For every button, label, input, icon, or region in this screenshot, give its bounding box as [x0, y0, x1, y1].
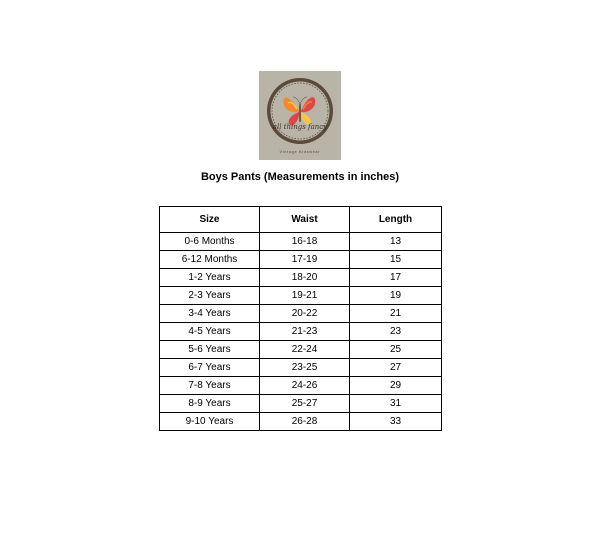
cell-length: 21 [350, 305, 442, 323]
table-row [160, 269, 442, 287]
cell-length: 17 [350, 269, 442, 287]
cell-waist: 24-26 [260, 377, 350, 395]
column-header-size: Size [160, 207, 260, 233]
cell-waist: 25-27 [260, 395, 350, 413]
column-header-waist: Waist [260, 207, 350, 233]
table-row [160, 305, 442, 323]
cell-waist: 16-18 [260, 233, 350, 251]
cell-waist: 22-24 [260, 341, 350, 359]
table-row [160, 413, 442, 431]
cell-size: 0-6 Months [160, 233, 260, 251]
cell-size: 3-4 Years [160, 305, 260, 323]
cell-size: 5-6 Years [160, 341, 260, 359]
cell-length: 23 [350, 323, 442, 341]
cell-size: 4-5 Years [160, 323, 260, 341]
cell-size: 6-7 Years [160, 359, 260, 377]
cell-length: 29 [350, 377, 442, 395]
cell-waist: 18-20 [260, 269, 350, 287]
cell-waist: 26-28 [260, 413, 350, 431]
table-header-row [160, 207, 442, 233]
cell-length: 13 [350, 233, 442, 251]
cell-size: 1-2 Years [160, 269, 260, 287]
table-row [160, 341, 442, 359]
cell-length: 15 [350, 251, 442, 269]
cell-size: 6-12 Months [160, 251, 260, 269]
logo-tagline: Vintage Kidswear [279, 150, 321, 154]
logo-brand-text: all things fancy [272, 123, 328, 131]
table-row [160, 395, 442, 413]
cell-size: 7-8 Years [160, 377, 260, 395]
cell-waist: 20-22 [260, 305, 350, 323]
cell-length: 25 [350, 341, 442, 359]
page-title: Boys Pants (Measurements in inches) [200, 171, 400, 183]
cell-size: 9-10 Years [160, 413, 260, 431]
brand-logo-graphic [259, 71, 341, 160]
table-row [160, 377, 442, 395]
size-chart-table [159, 206, 442, 431]
cell-length: 33 [350, 413, 442, 431]
table-row [160, 233, 442, 251]
table-row [160, 359, 442, 377]
cell-waist: 19-21 [260, 287, 350, 305]
cell-length: 19 [350, 287, 442, 305]
table-row [160, 287, 442, 305]
table-row [160, 251, 442, 269]
cell-waist: 23-25 [260, 359, 350, 377]
cell-length: 31 [350, 395, 442, 413]
cell-waist: 21-23 [260, 323, 350, 341]
table-row [160, 323, 442, 341]
column-header-length: Length [350, 207, 442, 233]
brand-logo [259, 71, 341, 160]
cell-size: 2-3 Years [160, 287, 260, 305]
cell-waist: 17-19 [260, 251, 350, 269]
cell-size: 8-9 Years [160, 395, 260, 413]
cell-length: 27 [350, 359, 442, 377]
